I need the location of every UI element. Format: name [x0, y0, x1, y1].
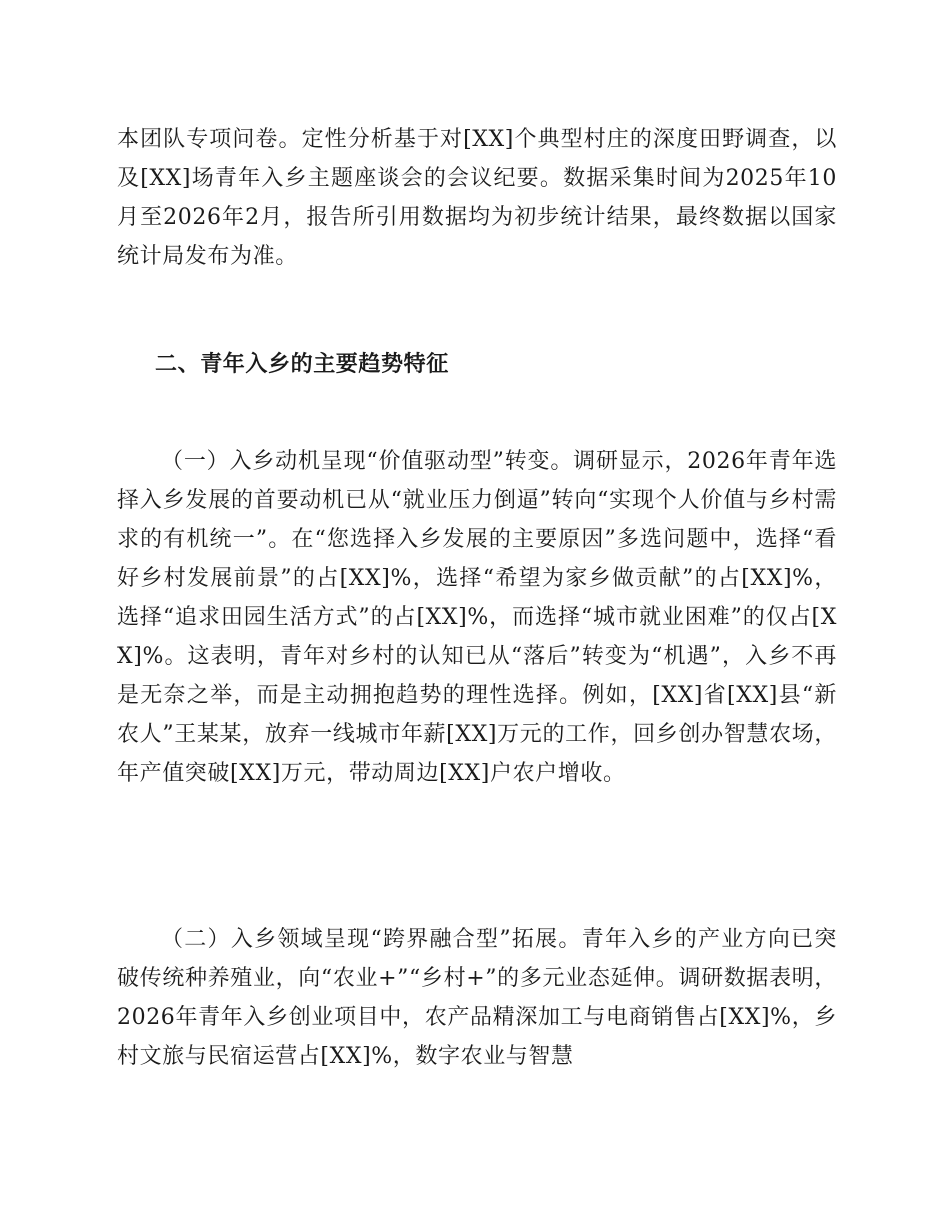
section-heading-trends: 二、青年入乡的主要趋势特征 — [155, 352, 449, 377]
paragraph-motivation: （一）入乡动机呈现“价值驱动型”转变。调研显示，2026年青年选择入乡发展的首要动机已从“就业压力倒逼”转向“实现个人价值与乡村需求的有机统一”。在“您选择入乡发展的主要原因”多选问题中，选择“看好乡村发展前景”的占[XX]%，选择“希望为家乡做贡献”的占[XX]%，选择“追求田园生活方式”的占[XX]%，而选择“城市就业困难”的仅占[XX]%。这表明，青年对乡村的认知已从“落后”转变为“机遇”，入乡不再是无奈之举，而是主动拥抱趋势的理性选择。例如，[XX]省[XX]县“新农人”王某某，放弃一线城市年薪[XX]万元的工作，回乡创办智慧农场，年产值突破[XX]万元，带动周边[XX]户农户增收。 — [117, 449, 837, 786]
paragraph-methodology: 本团队专项问卷。定性分析基于对[XX]个典型村庄的深度田野调查，以及[XX]场青年入乡主题座谈会的会议纪要。数据采集时间为2025年10月至2026年2月，报告所引用数据均为初步统计结果，最终数据以国家统计局发布为准。 — [117, 127, 837, 269]
paragraph-fields: （二）入乡领域呈现“跨界融合型”拓展。青年入乡的产业方向已突破传统种养殖业，向“农业+”“乡村+”的多元业态延伸。调研数据表明，2026年青年入乡创业项目中，农产品精深加工与电商销售占[XX]%，乡村文旅与民宿运营占[XX]%，数字农业与智慧 — [117, 927, 837, 1069]
